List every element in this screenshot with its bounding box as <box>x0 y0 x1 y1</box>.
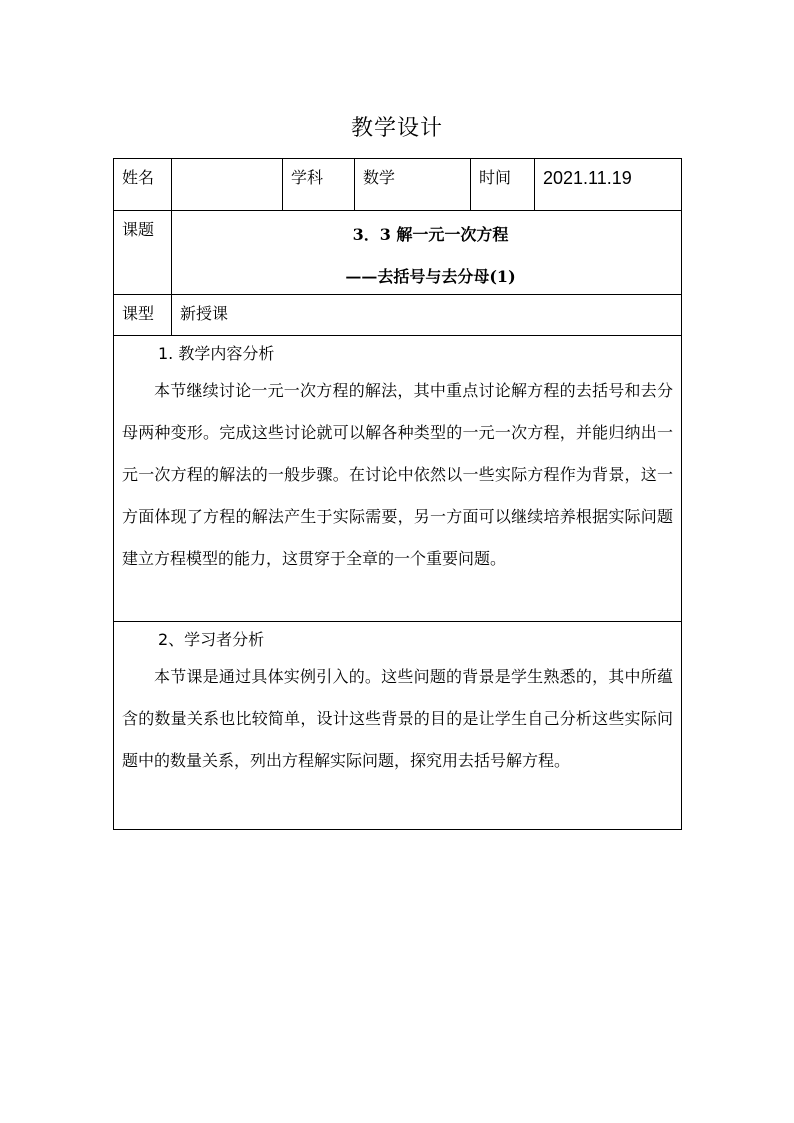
lesson-type-value: 新授课 <box>172 295 682 336</box>
topic-title: 3．3 解一元一次方程 <box>352 225 509 244</box>
topic-label: 课题 <box>114 211 172 295</box>
subject-value: 数学 <box>355 159 471 211</box>
lesson-type-label: 课型 <box>114 295 172 336</box>
learner-analysis-section <box>114 622 682 830</box>
content-analysis-section <box>114 336 682 622</box>
subject-label: 学科 <box>283 159 355 211</box>
time-value: 2021.11.19 <box>535 159 682 211</box>
section-body: 本节继续讨论一元一次方程的解法，其中重点讨论解方程的去括号和去分母两种变形。完成这些讨论就可以解各种类型的一元一次方程，并能归纳出一元一次方程的解法的一般步骤。在讨论中依然以一些实际方程作为背景，这一方面体现了方程的解法产生于实际需要，另一方面可以继续培养根据实际问题建立方程模型的能力，这贯穿于全章的一个重要问题。 <box>122 381 673 568</box>
name-value <box>172 159 283 211</box>
lesson-type-row <box>114 295 682 336</box>
learner-analysis-row <box>114 622 682 830</box>
lesson-plan-table <box>113 158 682 830</box>
topic-subtitle: ——去括号与去分母(1) <box>345 267 516 286</box>
section-heading: 1. 教学内容分析 <box>158 344 275 363</box>
page-title: 教学设计 <box>350 116 443 141</box>
section-body: 本节课是通过具体实例引入的。这些问题的背景是学生熟悉的，其中所蕴含的数量关系也比较简单，设计这些背景的目的是让学生自己分析这些实际问题中的数量关系，列出方程解实际问题，探究用去括号解方程。 <box>122 667 673 770</box>
topic-value <box>172 211 682 295</box>
info-row <box>114 159 682 211</box>
time-label: 时间 <box>471 159 535 211</box>
section-heading: 2、学习者分析 <box>158 630 265 649</box>
name-label: 姓名 <box>114 159 172 211</box>
content-analysis-row <box>114 336 682 622</box>
topic-row <box>114 211 682 295</box>
